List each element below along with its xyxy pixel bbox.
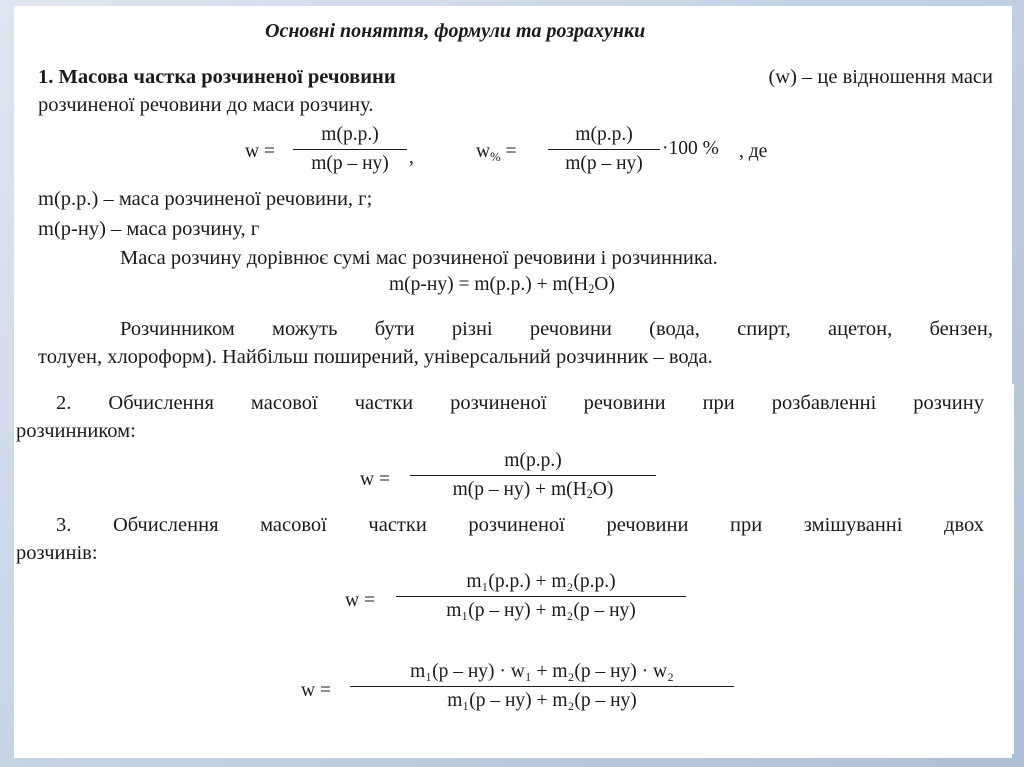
solvent-line1: Розчинником можуть бути різні речовини (вода, спирт, ацетон, бензен, — [120, 318, 993, 340]
s3-formula-b-lhs: w = — [301, 680, 331, 701]
solvent-line2: толуен, хлороформ). Найбільш поширений, універсальний розчинник – вода. — [38, 346, 713, 368]
mass-sum-text: Маса розчину дорівнює сумі мас розчиненої речовини і розчинника. — [120, 247, 718, 269]
f2-fraction — [548, 124, 660, 175]
f2-de: , де — [739, 141, 768, 162]
slide-page — [14, 6, 1012, 758]
s2-den-sub: 2 — [586, 487, 593, 502]
def-solution-mass: m(р-ну) – маса розчину, г — [38, 218, 260, 240]
f2-numerator: m(р.р.) — [548, 124, 660, 150]
mass-formula-part-b: O) — [594, 274, 615, 295]
f1-comma: , — [409, 147, 414, 168]
s2-heading-line1: 2. Обчислення масової частки розчиненої речовини при розбавленні розчину — [56, 392, 984, 414]
f1-denominator: m(р – ну) — [311, 153, 389, 174]
s2-heading-line2: розчинником: — [16, 420, 136, 442]
s3-formula-b-denominator: m₁(р – ну) + m₂(р – ну) — [447, 690, 637, 711]
s2-den-part-a: m(р – ну) + m(H — [452, 479, 587, 500]
f2-percent-sub: % — [490, 149, 501, 164]
page-title: Основні поняття, формули та розрахунки — [265, 20, 646, 42]
def-solute-mass: m(р.р.) – маса розчиненої речовини, г; — [38, 188, 373, 210]
mass-formula-part-a: m(р-ну) = m(р.р.) + m(H — [389, 274, 589, 295]
f2-denominator: m(р – ну) — [565, 153, 643, 174]
s3-heading-line2: розчинів: — [16, 542, 98, 564]
s2-formula-fraction — [410, 450, 656, 502]
s3-formula-a-denominator: m₁(р – ну) + m₂(р – ну) — [446, 600, 636, 621]
s3-heading-line1: 3. Обчислення масової частки розчиненої речовини при змішуванні двох — [56, 514, 984, 536]
page-lower-extension — [1000, 384, 1014, 754]
f1-fraction — [293, 124, 407, 175]
s3-formula-a-fraction — [396, 571, 686, 622]
f1-lhs: w = — [245, 141, 275, 162]
s1-heading-bold: 1. Масова частка розчиненої речовини — [38, 66, 396, 88]
f2-equals: = — [505, 141, 517, 162]
s1-definition-line2: розчиненої речовини до маси розчину. — [38, 94, 374, 116]
s3-formula-a-lhs: w = — [345, 590, 375, 611]
s2-formula-numerator: m(р.р.) — [410, 450, 656, 476]
f2-tail: ·100 % — [662, 138, 719, 159]
mass-sum-formula — [389, 274, 615, 297]
s2-formula-denominator — [410, 476, 656, 502]
s3-formula-b-numerator: m₁(р – ну) · w₁ + m₂(р – ну) · w₂ — [350, 661, 734, 687]
f2-w: w — [476, 141, 491, 162]
f1-numerator: m(р.р.) — [293, 124, 407, 150]
s2-den-part-b: O) — [592, 479, 614, 500]
s1-heading-rest: (w) – це відношення маси — [768, 66, 993, 88]
mass-formula-sub: 2 — [588, 282, 595, 297]
s3-formula-b-fraction — [350, 661, 734, 712]
s2-formula-lhs: w = — [360, 469, 390, 490]
f2-lhs — [476, 141, 517, 165]
s3-formula-a-numerator: m₁(р.р.) + m₂(р.р.) — [396, 571, 686, 597]
s1-definition-line1 — [38, 66, 993, 89]
